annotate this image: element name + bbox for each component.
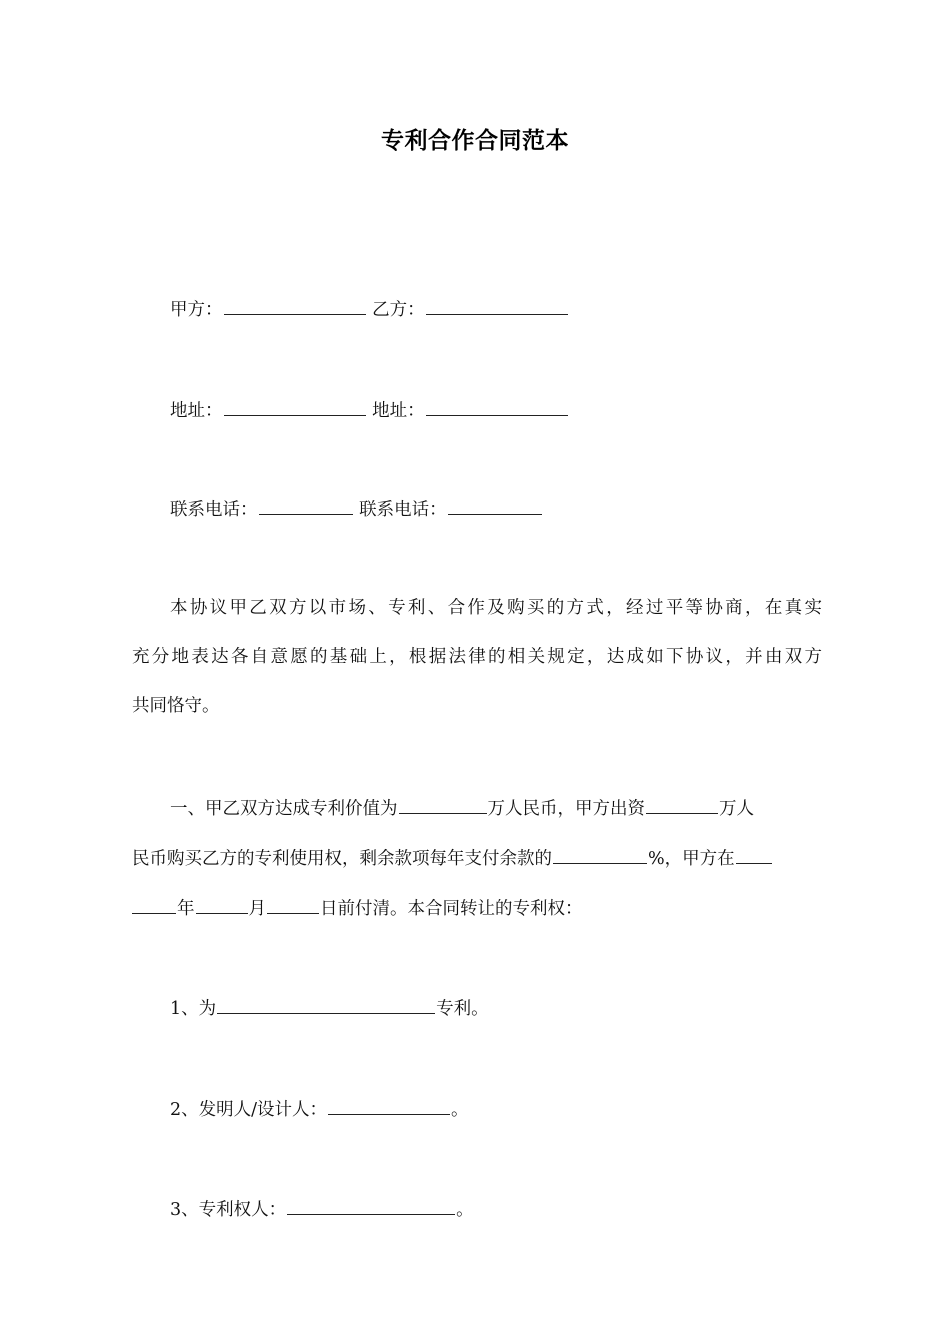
preamble-line-3: 共同恪守。 <box>132 696 220 716</box>
clause1-line-1 <box>170 795 822 821</box>
month-blank <box>196 895 248 914</box>
phone-b-blank <box>448 496 542 515</box>
item2-suffix: 。 <box>451 1100 469 1120</box>
patentee-blank <box>287 1196 455 1215</box>
inventor-blank <box>328 1096 450 1115</box>
address-line <box>170 397 822 423</box>
year-label: 年 <box>177 899 195 919</box>
address-a-blank <box>224 397 366 416</box>
address-a-label: 地址： <box>170 401 223 421</box>
phone-b-label: 联系电话： <box>359 500 447 520</box>
item1-prefix: 1、为 <box>170 999 217 1019</box>
item3-prefix: 3、专利权人： <box>170 1200 287 1220</box>
item-1 <box>170 995 822 1021</box>
party-line <box>170 296 822 322</box>
party-b-blank <box>426 296 568 315</box>
year-blank-start <box>736 845 772 864</box>
party-a-label: 甲方： <box>170 300 223 320</box>
clause1-text-c: 万人 <box>719 799 754 819</box>
address-b-label: 地址： <box>372 401 425 421</box>
preamble-line-1: 本协议甲乙双方以市场、专利、合作及购买的方式，经过平等协商，在真实 <box>170 598 822 618</box>
item1-suffix: 专利。 <box>436 999 489 1019</box>
document-title: 专利合作合同范本 <box>381 128 569 154</box>
clause1-line-3 <box>132 895 822 921</box>
patent-value-blank <box>399 795 487 814</box>
patent-name-blank <box>217 995 435 1014</box>
day-blank <box>267 895 319 914</box>
item-3 <box>170 1196 822 1222</box>
party-a-blank <box>224 296 366 315</box>
clause1-text-f: 日前付清。本合同转让的专利权： <box>320 899 583 919</box>
phone-line <box>170 496 822 522</box>
preamble-line-2: 充分地表达各自意愿的基础上，根据法律的相关规定，达成如下协议，并由双方 <box>132 647 822 667</box>
item2-prefix: 2、发明人/设计人： <box>170 1100 328 1120</box>
item3-suffix: 。 <box>456 1200 474 1220</box>
month-label: 月 <box>248 899 266 919</box>
party-b-label: 乙方： <box>372 300 425 320</box>
clause1-line-2 <box>132 845 822 871</box>
clause1-text-d: 民币购买乙方的专利使用权，剩余款项每年支付余款的 <box>132 849 552 869</box>
clause1-text-a: 一、甲乙双方达成专利价值为 <box>170 799 398 819</box>
address-b-blank <box>426 397 568 416</box>
percent-blank <box>553 845 647 864</box>
year-blank-end <box>132 895 176 914</box>
item-2 <box>170 1096 822 1122</box>
investment-blank <box>646 795 718 814</box>
clause1-text-e: %，甲方在 <box>648 849 735 869</box>
clause1-text-b: 万人民币，甲方出资 <box>487 799 645 819</box>
phone-a-blank <box>259 496 353 515</box>
phone-a-label: 联系电话： <box>170 500 258 520</box>
